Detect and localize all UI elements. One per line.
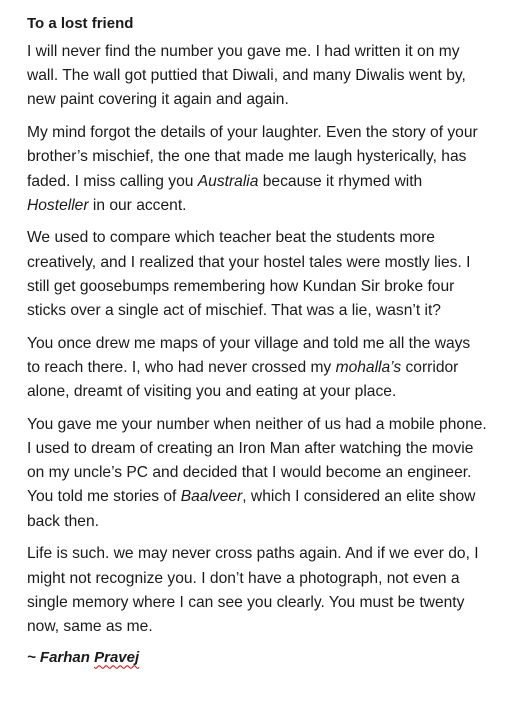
document-body	[27, 40, 487, 639]
text-segment: in our accent.	[88, 196, 187, 214]
text-segment: because it rhymed with	[258, 172, 423, 190]
italic-text: mohalla’s	[335, 358, 402, 376]
paragraph	[27, 226, 487, 323]
paragraph	[27, 121, 487, 218]
italic-text: Australia	[197, 172, 259, 190]
text-segment: We used to compare which teacher beat the students more creatively, and I realized that your hostel tales were mostly lies. I still get goosebumps remembering how Kundan Sir broke four sticks over a single act of mischief. That was a lie, wasn’t it?	[27, 229, 471, 320]
text-segment: corridor alone, dreamt of visiting you and eating at your place.	[27, 358, 459, 401]
document-page	[27, 14, 487, 668]
signature-surname-misspelled: Pravej	[94, 648, 140, 666]
paragraph	[27, 542, 487, 639]
text-segment: You once drew me maps of your village and told me all the ways to reach there. I, who had never crossed my	[27, 334, 471, 376]
italic-text: Baalveer	[180, 488, 243, 506]
paragraph	[27, 40, 487, 113]
text-segment: I will never find the number you gave me. I had written it on my wall. The wall got puttied that Diwali, and many Diwalis went by, new paint covering it again and again.	[27, 43, 466, 109]
text-segment: , which I considered an elite show back then.	[27, 488, 476, 530]
signature	[27, 648, 487, 668]
paragraph	[27, 332, 487, 405]
text-segment: Life is such. we may never cross paths again. And if we ever do, I might not recognize you. I don’t have a photograph, not even a single memory where I can see you clearly. You must be twenty now, same as me.	[27, 545, 479, 635]
document-title: To a lost friend	[27, 15, 134, 32]
text-segment: My mind forgot the details of your laughter. Even the story of your brother’s mischief, the one that made me laugh hysterically, has faded. I miss calling you	[27, 124, 478, 190]
italic-text: Hosteller	[27, 196, 89, 214]
signature-prefix: ~ Farhan	[27, 648, 95, 666]
paragraph	[27, 413, 487, 534]
text-segment: You gave me your number when neither of us had a mobile phone. I used to dream of creating an Iron Man after watching the movie on my uncle’s PC and decided that I would become an engineer. You told me stories of	[27, 415, 487, 506]
